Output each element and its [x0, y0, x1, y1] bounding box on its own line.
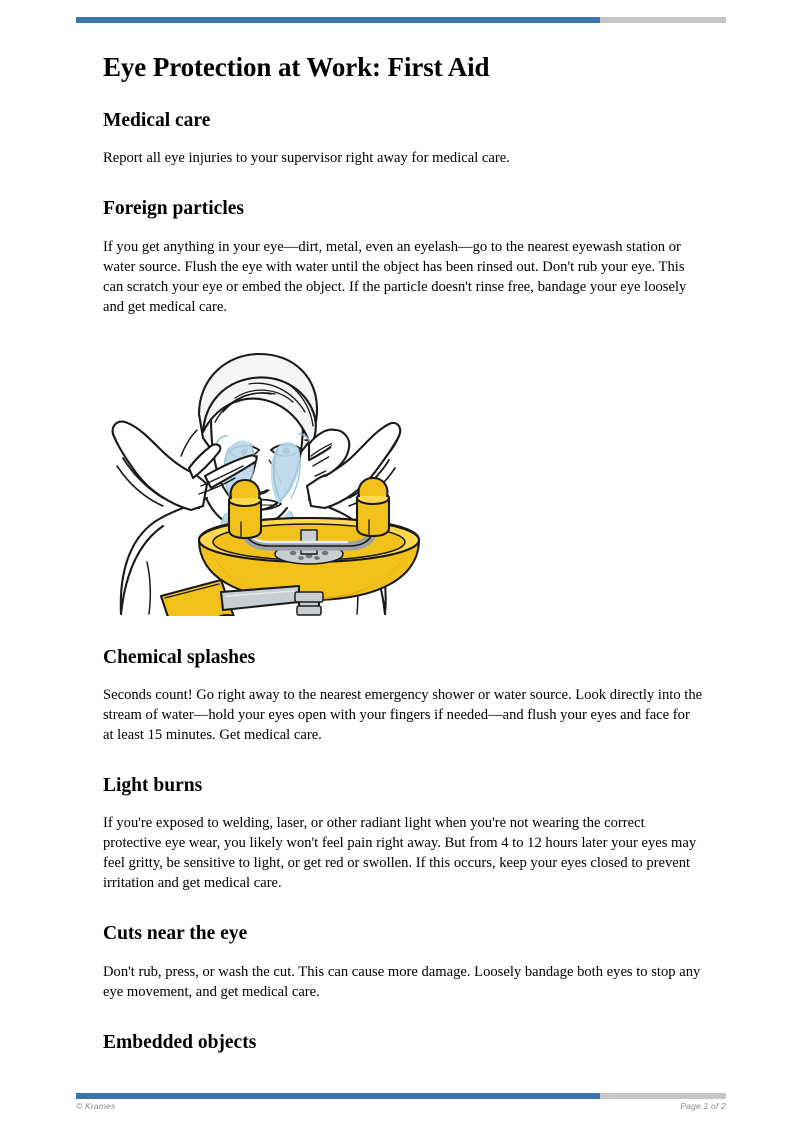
section-body-chemical-splashes: Seconds count! Go right away to the nearest emergency shower or water source. Look directly into the stream of water—hold your eyes open with your fingers if needed—and flush your eyes and face for at least 15 minutes. Get medical care. — [103, 687, 703, 744]
footer-rule-gray-segment — [600, 1093, 726, 1099]
section-body-foreign-particles: If you get anything in your eye—dirt, metal, even an eyelash—go to the nearest eyewash station or water source. Flush the eye with water until the object has been rinsed out. Don't rub your eye. This can scratch your eye or embed the object. If the particle doesn't rinse free, bandage your eye loosely and get medical care. — [103, 238, 687, 315]
section-heading-foreign-particles: Foreign particles — [103, 198, 244, 220]
eyewash-station-figure — [103, 348, 703, 616]
section-heading-cuts-near-the-eye: Cuts near the eye — [103, 923, 248, 945]
footer-copyright: © Krames — [76, 1101, 116, 1111]
header-rule — [76, 17, 726, 23]
section-body-cuts-near-the-eye: Don't rub, press, or wash the cut. This can cause more damage. Loosely bandage both eyes to stop any eye movement, and get medical care. — [103, 963, 701, 1000]
section-heading-chemical-splashes: Chemical splashes — [103, 646, 256, 668]
header-rule-blue-segment — [76, 17, 600, 23]
section-body-light-burns: If you're exposed to welding, laser, or other radiant light when you're not wearing the correct protective eye wear, you likely won't feel pain right away. But from 4 to 12 hours later your eyes may feel gritty, be sensitive to light, or get red or swollen. If this occurs, keep your eyes closed to prevent irritation and get medical care. — [103, 815, 697, 892]
illustration-eyewash-station — [103, 348, 703, 616]
footer-page-number: Page 1 of 2 — [680, 1101, 726, 1111]
page-title: Eye Protection at Work: First Aid — [103, 52, 490, 82]
section-heading-medical-care: Medical care — [103, 110, 211, 132]
section-heading-light-burns: Light burns — [103, 775, 203, 797]
section-body-medical-care: Report all eye injuries to your supervisor right away for medical care. — [103, 150, 510, 167]
header-rule-gray-segment — [600, 17, 726, 23]
document-content — [103, 52, 703, 1071]
section-heading-embedded-objects: Embedded objects — [103, 1031, 257, 1053]
footer-rule-blue-segment — [76, 1093, 600, 1099]
footer-rule — [76, 1093, 726, 1099]
